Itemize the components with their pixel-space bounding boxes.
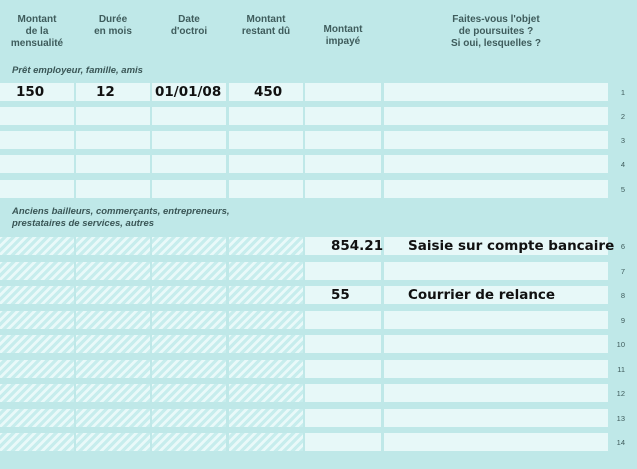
table-row [0, 335, 637, 353]
header-montant-restant: Montant restant dû [241, 14, 291, 37]
field-poursuites[interactable] [384, 131, 608, 149]
field-mensualite[interactable] [0, 180, 74, 198]
field-mensualite[interactable] [0, 131, 74, 149]
field-duree[interactable] [76, 155, 150, 173]
row-number: 14 [616, 438, 625, 447]
table-row [0, 155, 637, 173]
field-impaye[interactable] [305, 311, 381, 329]
row-number: 10 [616, 340, 625, 349]
header-duree: Durée en mois [94, 14, 132, 37]
row-number: 1 [620, 88, 625, 97]
value-mensualite: 150 [16, 84, 45, 100]
table-row [0, 286, 637, 304]
row-number: 13 [616, 414, 625, 423]
hatched-cell [229, 286, 303, 304]
field-date[interactable] [152, 107, 226, 125]
row-number: 6 [620, 242, 625, 251]
hatched-cell [0, 433, 74, 451]
hatched-cell [76, 433, 150, 451]
hatched-cell [229, 262, 303, 280]
table-row [0, 311, 637, 329]
value-date: 01/01/08 [155, 84, 222, 100]
hatched-cell [76, 384, 150, 402]
table-row [0, 131, 637, 149]
header-mensualite: Montant de la mensualité [10, 14, 64, 49]
value-duree: 12 [96, 84, 115, 100]
section-label-creditors: Anciens bailleurs, commerçants, entrepreneurs, prestataires de services, autres [12, 206, 230, 229]
table-row [0, 180, 637, 198]
value-poursuites: Saisie sur compte bancaire [408, 238, 615, 254]
hatched-cell [76, 360, 150, 378]
hatched-cell [76, 237, 150, 255]
table-row [0, 433, 637, 451]
header-montant-impaye: Montant impayé [323, 24, 363, 47]
hatched-cell [76, 311, 150, 329]
hatched-cell [152, 335, 226, 353]
field-poursuites[interactable] [384, 83, 608, 101]
hatched-cell [76, 262, 150, 280]
hatched-cell [152, 409, 226, 427]
field-impaye[interactable] [305, 360, 381, 378]
table-row [0, 83, 637, 101]
hatched-cell [0, 409, 74, 427]
row-number: 5 [620, 185, 625, 194]
row-number: 3 [620, 136, 625, 145]
table-row [0, 360, 637, 378]
table-row [0, 237, 637, 255]
row-number: 4 [620, 160, 625, 169]
hatched-cell [152, 433, 226, 451]
field-poursuites[interactable] [384, 409, 608, 427]
value-poursuites: Courrier de relance [408, 287, 556, 303]
field-impaye[interactable] [305, 409, 381, 427]
field-poursuites[interactable] [384, 360, 608, 378]
field-mensualite[interactable] [0, 107, 74, 125]
hatched-cell [0, 384, 74, 402]
row-number: 11 [617, 365, 625, 374]
value-restant: 450 [254, 84, 283, 100]
field-impaye[interactable] [305, 262, 381, 280]
field-poursuites[interactable] [384, 180, 608, 198]
hatched-cell [152, 360, 226, 378]
section-label-personal: Prêt employeur, famille, amis [12, 65, 143, 76]
hatched-cell [229, 384, 303, 402]
value-impaye: 55 [331, 287, 350, 303]
hatched-cell [76, 335, 150, 353]
field-impaye[interactable] [305, 335, 381, 353]
field-duree[interactable] [76, 131, 150, 149]
hatched-cell [229, 433, 303, 451]
field-restant[interactable] [229, 107, 303, 125]
field-mensualite[interactable] [0, 155, 74, 173]
field-poursuites[interactable] [384, 311, 608, 329]
hatched-cell [76, 286, 150, 304]
field-date[interactable] [152, 155, 226, 173]
hatched-cell [0, 286, 74, 304]
field-impaye[interactable] [305, 433, 381, 451]
hatched-cell [229, 335, 303, 353]
hatched-cell [229, 360, 303, 378]
row-number: 8 [620, 291, 625, 300]
field-restant[interactable] [229, 155, 303, 173]
row-number: 2 [620, 112, 625, 121]
value-impaye: 854.21 [331, 238, 384, 254]
hatched-cell [0, 237, 74, 255]
field-impaye[interactable] [305, 107, 381, 125]
hatched-cell [152, 384, 226, 402]
hatched-cell [152, 237, 226, 255]
table-row [0, 107, 637, 125]
field-impaye[interactable] [305, 155, 381, 173]
row-number: 9 [620, 316, 625, 325]
hatched-cell [152, 311, 226, 329]
field-impaye[interactable] [305, 83, 381, 101]
field-poursuites[interactable] [384, 384, 608, 402]
hatched-cell [0, 311, 74, 329]
field-impaye[interactable] [305, 180, 381, 198]
row-number: 7 [620, 267, 625, 276]
field-date[interactable] [152, 131, 226, 149]
table-row [0, 262, 637, 280]
hatched-cell [152, 286, 226, 304]
field-restant[interactable] [229, 131, 303, 149]
field-duree[interactable] [76, 107, 150, 125]
hatched-cell [229, 409, 303, 427]
field-impaye[interactable] [305, 384, 381, 402]
field-poursuites[interactable] [384, 262, 608, 280]
header-poursuites: Faites-vous l'objet de poursuites ? Si oui, lesquelles ? [450, 14, 542, 49]
hatched-cell [0, 360, 74, 378]
header-date-octroi: Date d'octroi [170, 14, 208, 37]
field-poursuites[interactable] [384, 107, 608, 125]
field-duree[interactable] [76, 180, 150, 198]
field-poursuites[interactable] [384, 155, 608, 173]
hatched-cell [152, 262, 226, 280]
table-row [0, 384, 637, 402]
field-restant[interactable] [229, 180, 303, 198]
field-poursuites[interactable] [384, 433, 608, 451]
table-row [0, 409, 637, 427]
row-number: 12 [616, 389, 625, 398]
field-poursuites[interactable] [384, 335, 608, 353]
hatched-cell [229, 237, 303, 255]
hatched-cell [0, 262, 74, 280]
hatched-cell [229, 311, 303, 329]
field-impaye[interactable] [305, 131, 381, 149]
field-date[interactable] [152, 180, 226, 198]
hatched-cell [0, 335, 74, 353]
hatched-cell [76, 409, 150, 427]
